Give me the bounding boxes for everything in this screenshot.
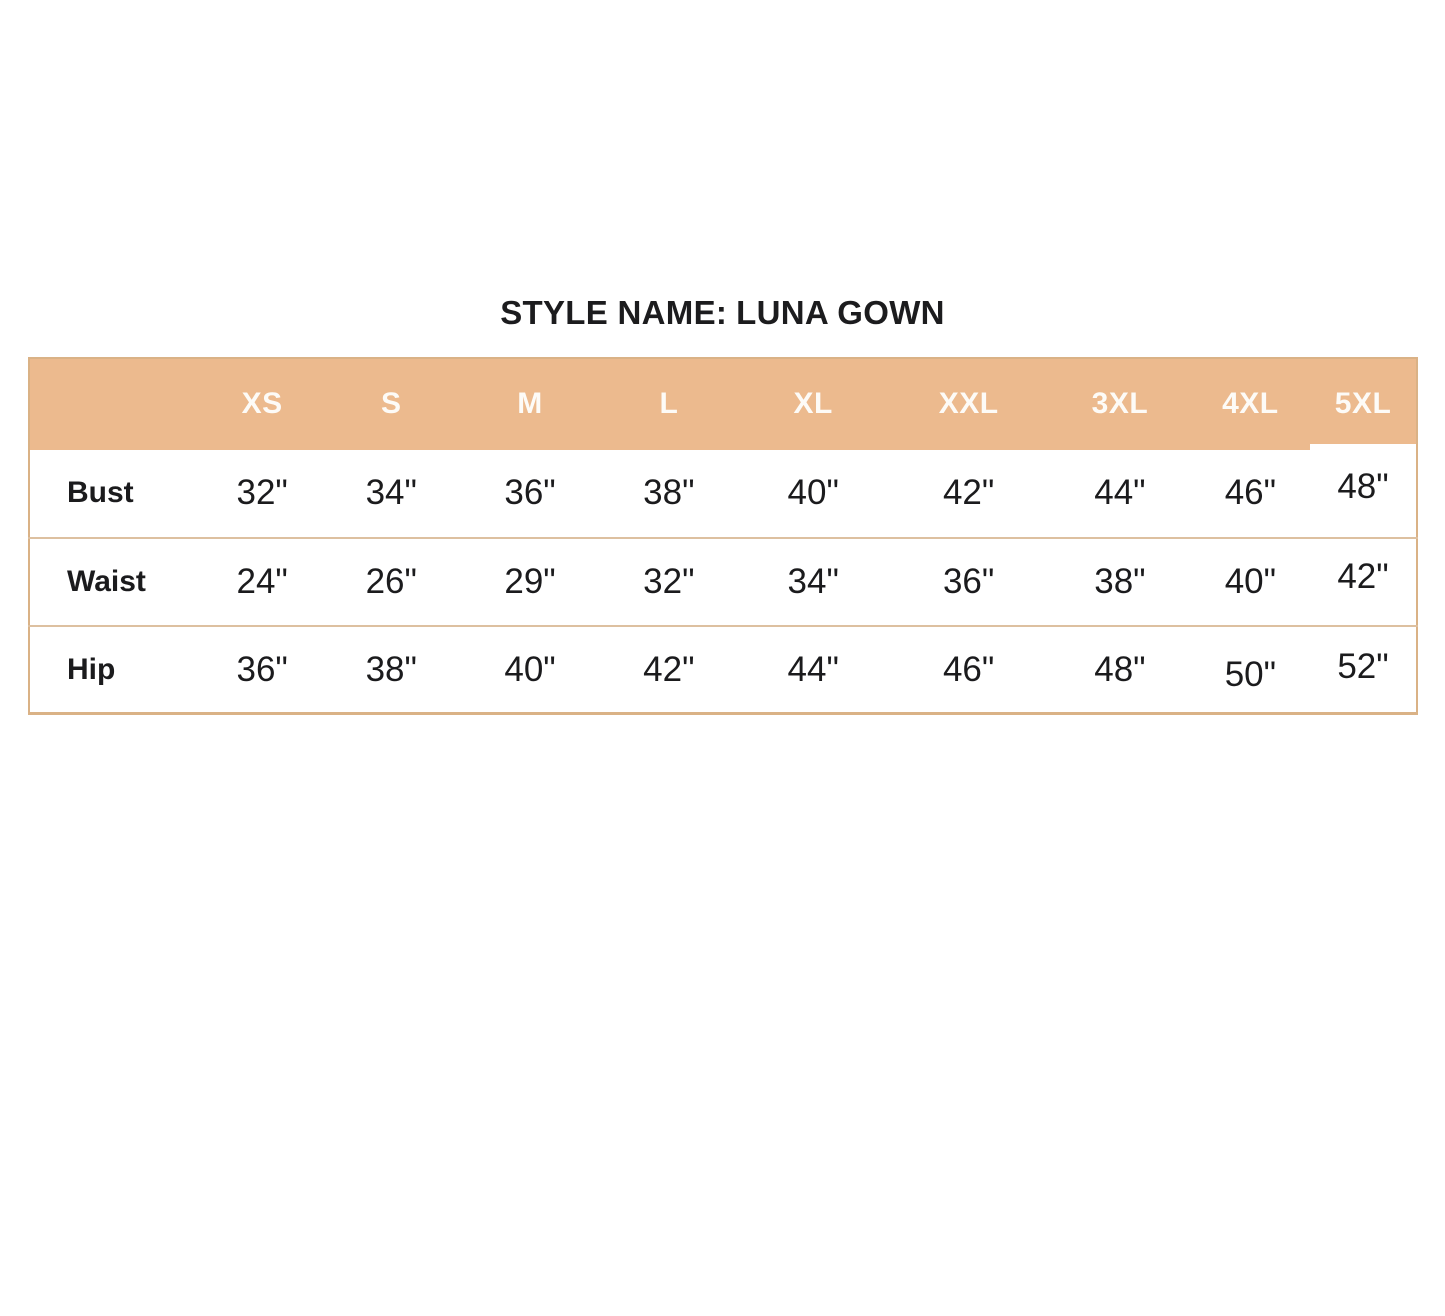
measurement-value: 44" (1094, 473, 1146, 513)
size-column-header-5xl: 5XL (1310, 358, 1417, 450)
size-column-header-xs: XS (203, 358, 322, 450)
size-column-header-xxl: XXL (888, 358, 1049, 450)
measurement-row-waist (29, 538, 1417, 626)
measurement-row-hip (29, 626, 1417, 714)
measurement-value: 36" (504, 473, 556, 513)
measurement-value: 52" (1337, 646, 1389, 686)
style-name-value: LUNA GOWN (736, 294, 945, 331)
size-chart-page (0, 294, 1445, 715)
measurement-value: 46" (1224, 473, 1277, 513)
size-column-header-m: M (461, 358, 600, 450)
size-column-header-4xl: 4XL (1191, 358, 1310, 450)
measurement-value: 24" (236, 561, 288, 601)
measurement-value: 40" (1224, 561, 1277, 601)
measurement-value: 42" (942, 473, 995, 513)
size-chart-container (28, 357, 1418, 716)
size-column-header-xl: XL (738, 358, 888, 450)
measurement-value: 26" (365, 561, 417, 601)
measurement-value: 44" (787, 649, 839, 689)
measurement-value: 29" (504, 561, 556, 601)
size-chart-table (28, 357, 1418, 716)
measurement-value: 50" (1224, 654, 1277, 694)
measurement-row-bust (29, 450, 1417, 538)
size-column-header-3xl: 3XL (1049, 358, 1191, 450)
size-column-header-l: L (599, 358, 738, 450)
page-title (0, 294, 1445, 332)
measurement-value: 48" (1337, 467, 1389, 507)
size-column-header-s: S (322, 358, 461, 450)
measurement-value: 38" (365, 649, 417, 689)
measurement-value: 38" (1094, 561, 1146, 601)
measurement-label-bust: Bust (67, 476, 134, 510)
measurement-value: 32" (643, 561, 695, 601)
measurement-value: 40" (787, 473, 839, 513)
measurement-value: 42" (643, 649, 695, 689)
measurement-value: 42" (1337, 556, 1389, 596)
measurement-value: 34" (787, 561, 839, 601)
size-header-row (29, 358, 1417, 450)
measurement-value: 36" (942, 561, 995, 601)
style-name-label: STYLE NAME: (500, 294, 728, 331)
measurement-value: 38" (643, 473, 695, 513)
measurement-value: 32" (236, 473, 288, 513)
measurement-label-waist: Waist (67, 564, 146, 598)
measurement-value: 46" (942, 649, 995, 689)
measurement-label-hip: Hip (67, 652, 116, 686)
measurement-value: 34" (365, 473, 417, 513)
measurement-value: 36" (236, 649, 288, 689)
measurement-value: 40" (504, 649, 556, 689)
measurement-value: 48" (1094, 649, 1146, 689)
size-chart-corner-cell (29, 358, 203, 450)
